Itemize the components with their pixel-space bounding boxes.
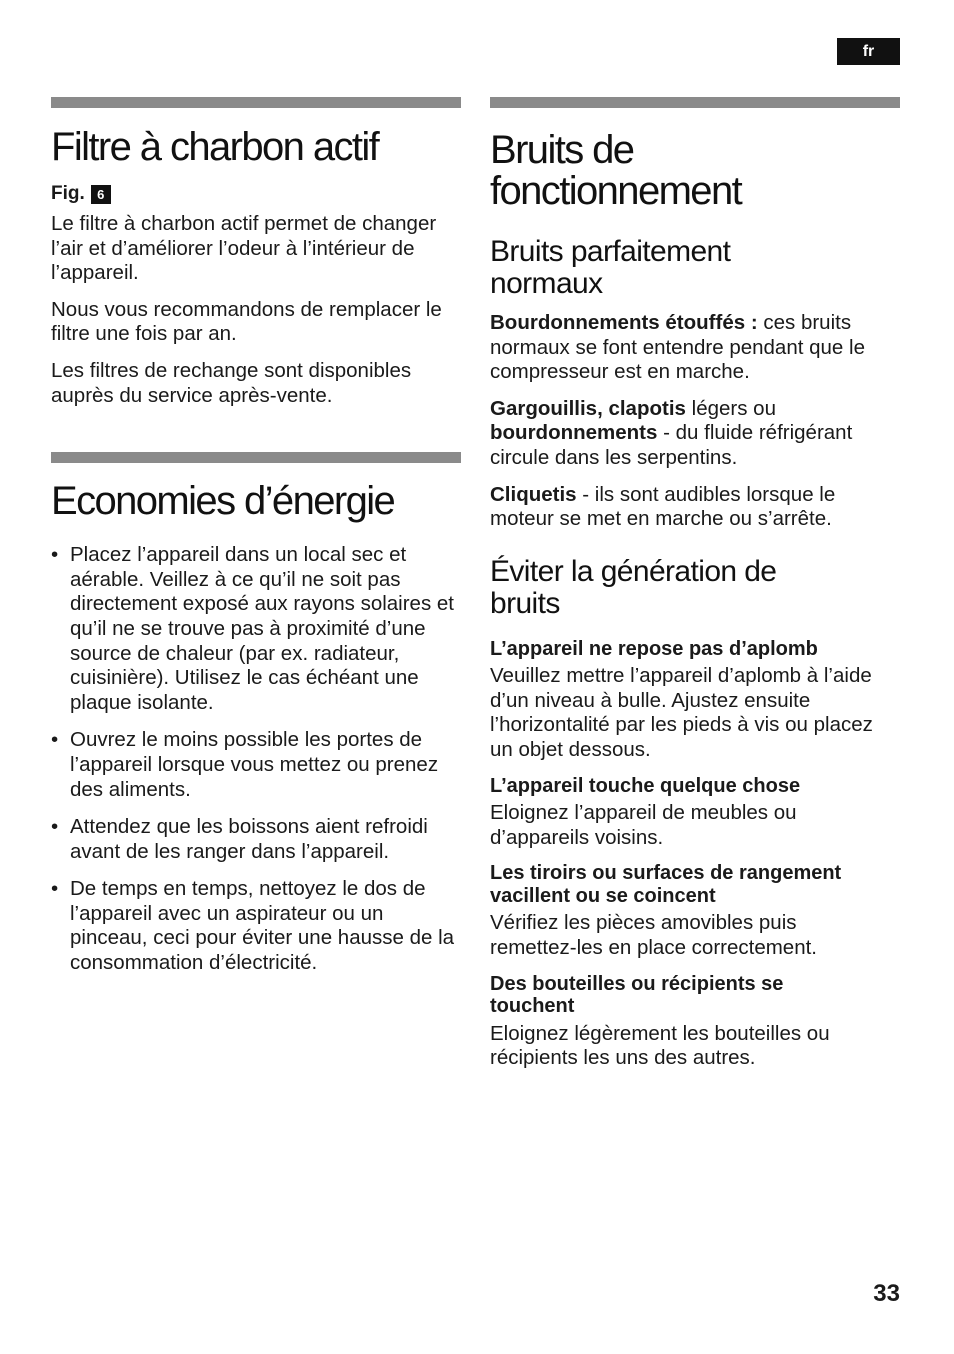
section-title-economies: Economies d’énergie [51,479,395,524]
noise-term: bourdonnements [490,421,658,445]
paragraph: Nous vous recommandons de remplacer le filtre une fois par an. [51,297,442,346]
issue-remedy: Eloignez l’appareil de meubles ou d’appareils voisins. [490,801,797,849]
issue-heading: L’appareil ne repose pas d’aplomb [490,637,818,660]
left-column [51,97,461,976]
noise-description: - du fluide réfrigérant circule dans les serpentins. [490,421,853,469]
section-divider [490,97,900,108]
noise-term: Cliquetis [490,482,577,506]
right-column [490,97,900,1071]
issue-heading: Les tiroirs ou surfaces de rangement vacillent ou se coincent [490,862,842,907]
issue-heading: L’appareil touche quelque chose [490,774,801,797]
noise-description: ces bruits normaux se font entendre pendant que le compresseur est en marche. [490,311,865,384]
noise-item [490,397,900,471]
list-item: • Placez l’appareil dans un local sec et aérable. Veillez à ce qu’il ne soit pas directement exposé aux rayons solaires et qu’il ne se trouve pas à proximité d’une source de chaleur (par ex. radiateur, cuisinière). Utilisez le cas échéant une plaque isolante. [51,543,461,715]
noise-term: Gargouillis, clapotis [490,396,686,420]
section-divider [51,97,461,108]
subsection-title-normaux: Bruits parfaitement normaux [490,235,731,300]
noise-description: légers ou [685,396,776,420]
figure-number-badge: 6 [91,185,111,204]
issue-remedy: Veuillez mettre l’appareil d’aplomb à l’aide d’un niveau à bulle. Ajustez ensuite l’horizontalité par les pieds à vis ou placez un objet dessous. [490,664,873,762]
section-title-filtre: Filtre à charbon actif [51,125,379,169]
subsection-title-eviter: Éviter la génération de bruits [490,554,777,620]
issue-remedy: Vérifiez les pièces amovibles puis remettez-les en place correctement. [490,911,817,959]
noise-description: - ils sont audibles lorsque le moteur se met en marche ou s’arrête. [490,482,836,531]
list-item: • Ouvrez le moins possible les portes de l’appareil lorsque vous mettez ou prenez des aliments. [51,728,461,802]
issue-heading: Des bouteilles ou récipients se touchent [490,972,784,1017]
list-item: • De temps en temps, nettoyez le dos de l’appareil avec un aspirateur ou un pinceau, ceci pour éviter une hausse de la consommation d’électricité. [51,877,461,975]
section-economies-energie [51,452,461,976]
list-item: • Attendez que les boissons aient refroidi avant de les ranger dans l’appareil. [51,815,461,864]
noise-term: Bourdonnements étouffés : [490,311,758,334]
figure-label: Fig. [51,183,85,204]
section-divider [51,452,461,463]
bullet-list [51,543,461,976]
figure-reference [51,183,461,205]
noise-item [490,483,900,532]
page-number: 33 [873,1280,900,1307]
noise-item [490,311,900,385]
section-filtre-charbon [51,97,461,408]
paragraph: Les filtres de rechange sont disponibles auprès du service après-vente. [51,358,412,407]
issue-remedy: Eloignez légèrement les bouteilles ou récipients les uns des autres. [490,1021,830,1070]
section-title-bruits: Bruits de fonctionnement [490,128,742,213]
language-badge: fr [837,38,900,65]
paragraph: Le filtre à charbon actif permet de changer l’air et d’améliorer l’odeur à l’intérieur de l’appareil. [51,212,437,285]
